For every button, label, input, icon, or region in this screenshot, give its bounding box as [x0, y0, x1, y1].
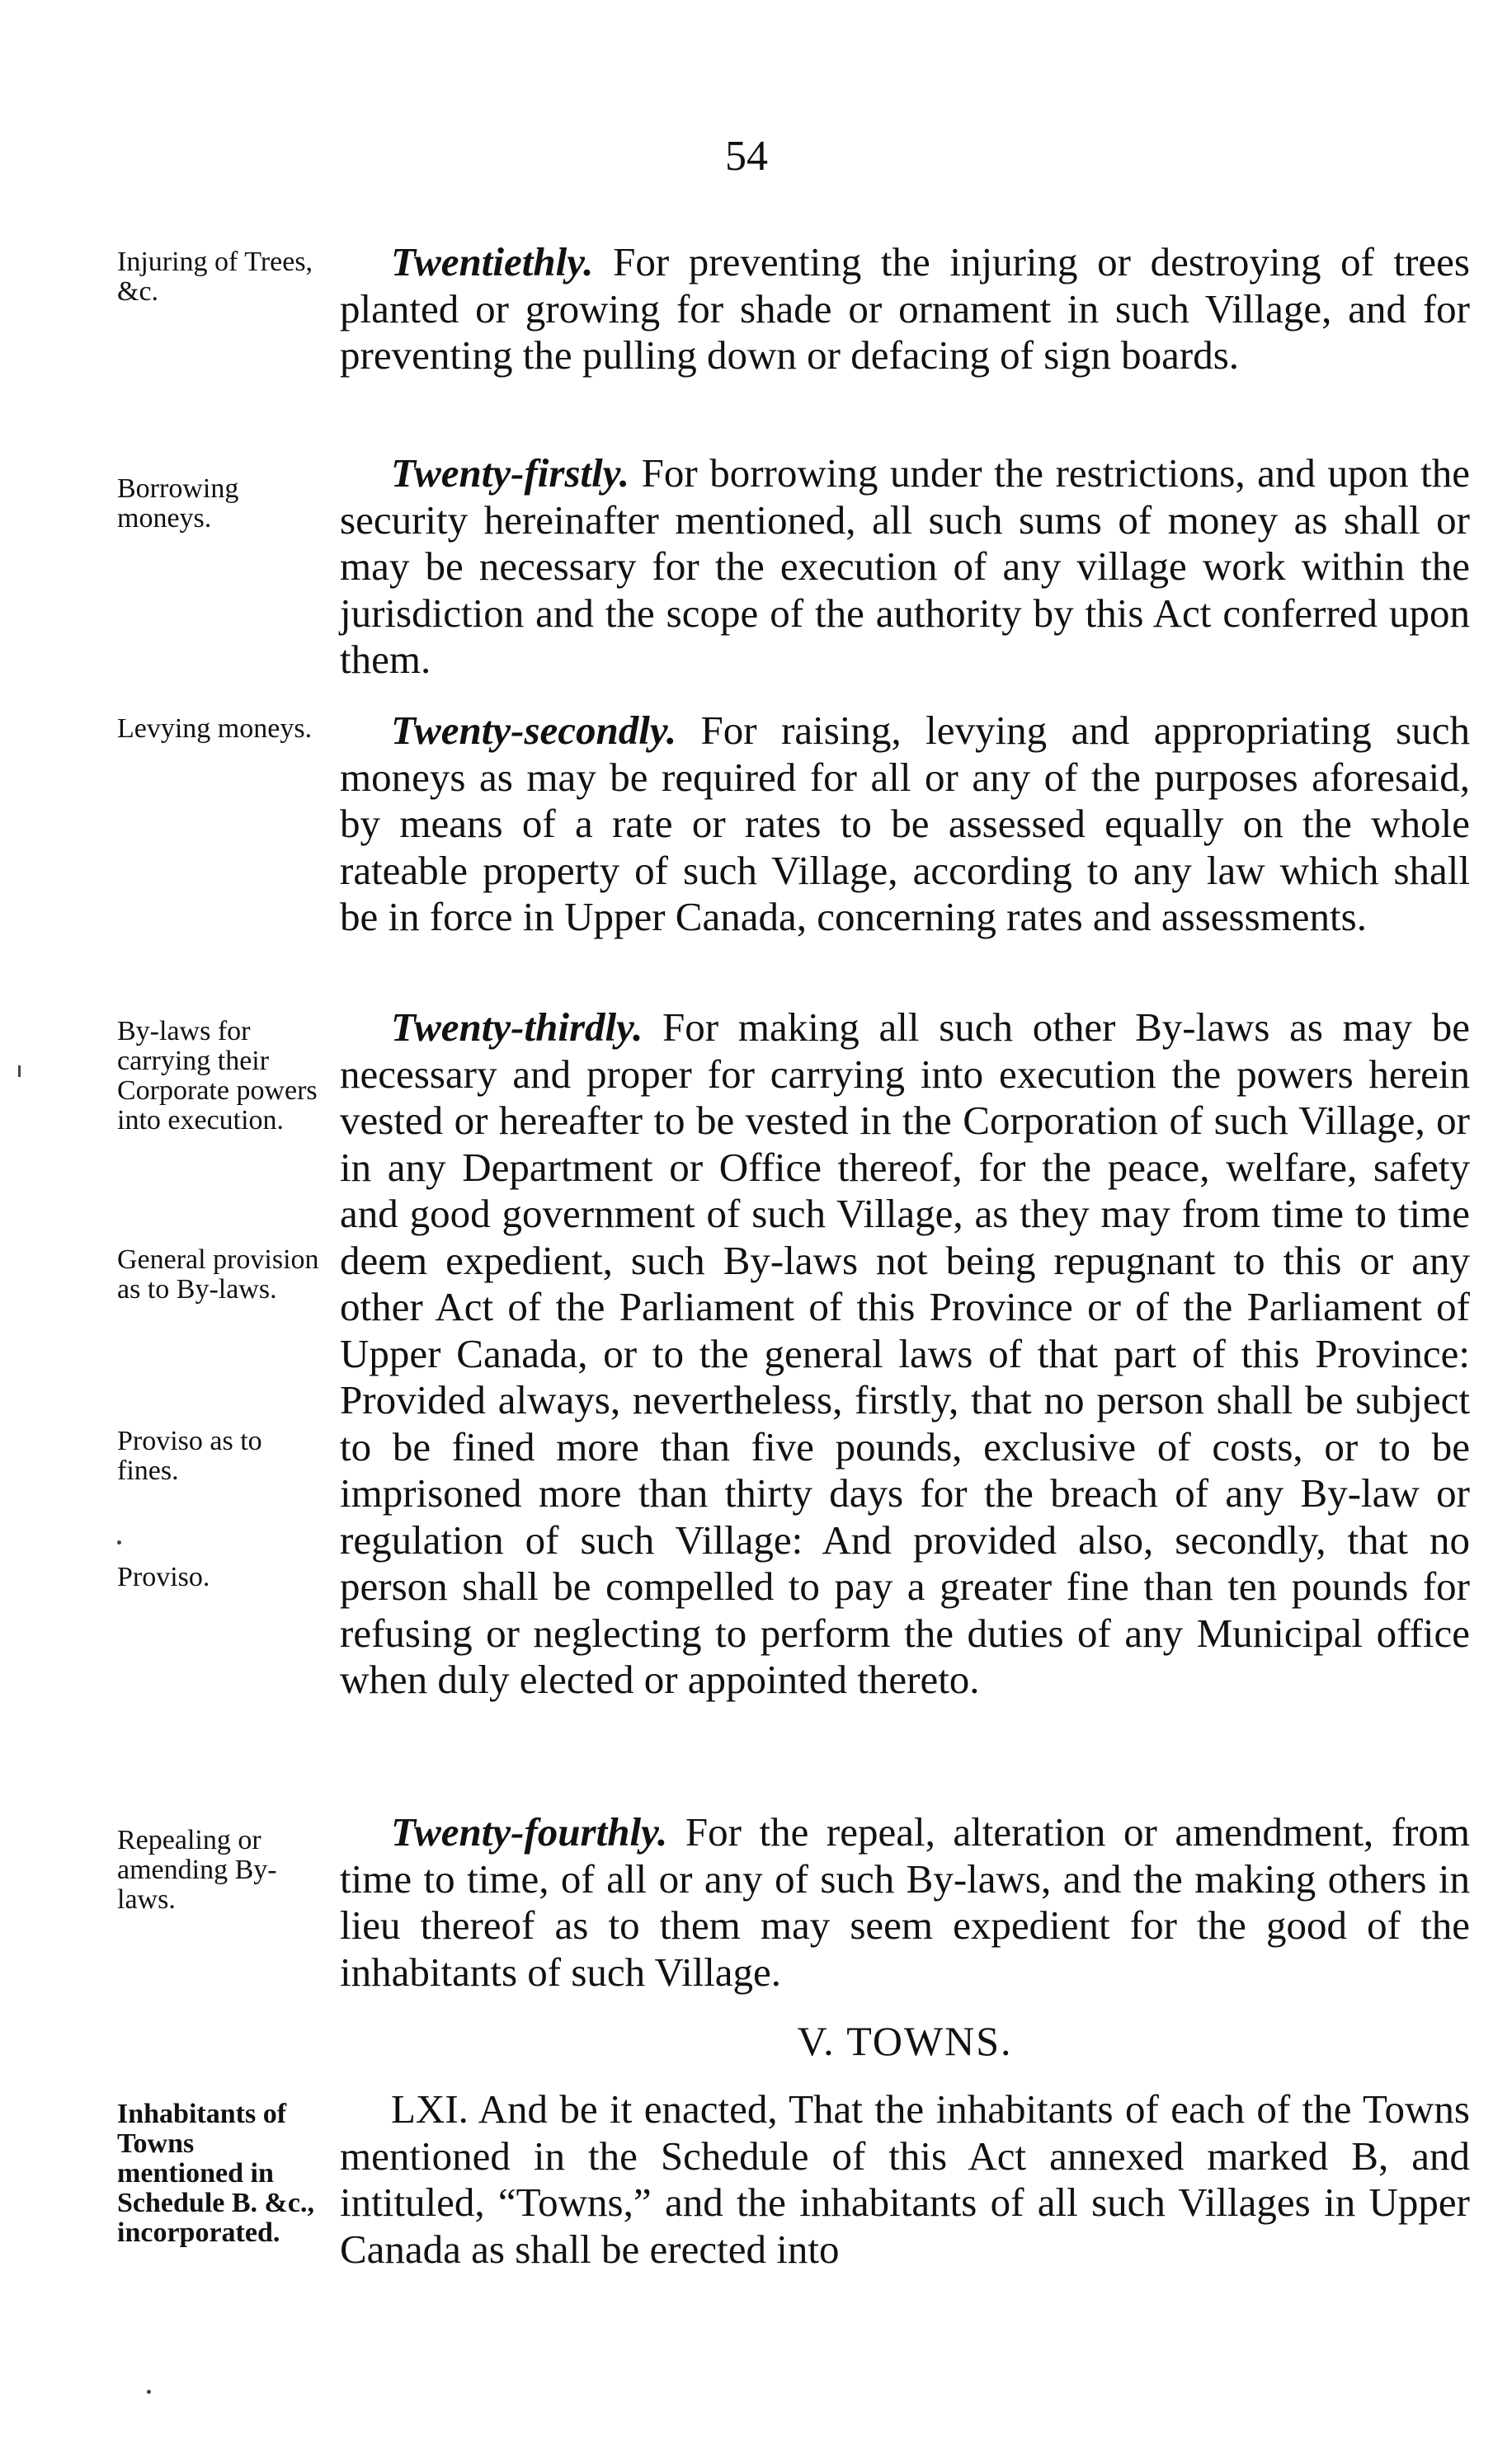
margin-note-proviso-fines: Proviso as to fines.: [117, 1426, 262, 1486]
part-heading-towns: V. TOWNS.: [797, 2018, 1013, 2064]
paragraph-text: For preventing the injuring or destroying of trees planted or growing for shade or ornament in such Village, and for preventing the pulling down or defacing of sign boards.: [340, 239, 1470, 378]
paragraph-text: For raising, levying and appropriating such moneys as may be required for all or any of the purposes aforesaid, by means of a rate or rates to be assessed equally on the whole rateable property of such Village, according to any law which shall be in force in Upper Canada, concerning rates and assessments.: [340, 708, 1470, 939]
paragraph-heading: Twenty-firstly.: [391, 450, 629, 496]
paragraph-text: For borrowing under the restrictions, and upon the security hereinafter mentioned, all such sums of money as shall or may be necessary for the execution of any village work within the jurisdiction and the scope of the authority by this Act conferred upon them.: [340, 450, 1471, 682]
paragraph-lxi: [340, 2086, 1470, 2273]
scan-speck: [18, 1065, 21, 1077]
paragraph-heading: Twenty-secondly.: [391, 708, 677, 753]
scan-speck: [117, 1540, 121, 1545]
paragraph-heading: Twenty-fourthly.: [391, 1809, 668, 1855]
paragraph-heading: LXI.: [391, 2086, 469, 2132]
paragraph-twenty-fourthly: [340, 1809, 1470, 1996]
margin-note-proviso: Proviso.: [117, 1562, 210, 1592]
margin-note-borrowing-moneys: Borrowing moneys.: [117, 473, 239, 534]
paragraph-heading: Twentiethly.: [391, 239, 594, 284]
paragraph-twenty-thirdly: [340, 1004, 1470, 1704]
margin-note-inhabitants-of-towns: Inhabitants of Towns mentioned in Schedule B. &c., incorporated.: [117, 2099, 314, 2248]
margin-note-injuring-trees: Injuring of Trees, &c.: [117, 247, 313, 307]
paragraph-text: And be it enacted, That the inhabitants of each of the Towns mentioned in the Schedule of this Act annexed marked B, and intituled, “Towns,” and the inhabitants of all such Villages in Upper Canada as shall be erected into: [340, 2086, 1470, 2272]
margin-note-levying-moneys: Levying moneys.: [117, 713, 313, 744]
margin-note-general-provision: General provision as to By-laws.: [117, 1244, 319, 1305]
margin-note-by-laws-corporate-powers: By-laws for carrying their Corporate powers into execution.: [117, 1016, 318, 1136]
paragraph-twenty-secondly: [340, 708, 1470, 941]
paragraph-text: For making all such other By-laws as may be necessary and proper for carrying into execution the powers herein vested or hereafter to be vested in the Corporation of such Village, or in any Department or Office thereof, for the peace, welfare, safety and good government of such Village, as they may from time to time deem expedient, such By-laws not being repugnant to this or any other Act of the Parliament of this Province or of the Parliament of Upper Canada, or to the general laws of that part of this Province: Provided always, nevertheless, firstly, that no person shall be subject to be fined more than five pounds, exclusive of costs, or to be imprisoned more than thirty days for the breach of any By-law or regulation of such Village: And provided also, secondly, that no person shall be compelled to pay a greater fine than ten pounds for refusing or neglecting to perform the duties of any Municipal office when duly elected or appointed thereto.: [340, 1004, 1471, 1702]
paragraph-heading: Twenty-thirdly.: [391, 1004, 643, 1050]
scan-speck: [147, 2390, 151, 2394]
paragraph-text: For the repeal, alteration or amendment, from time to time, of all or any of such By-laws, and the making others in lieu thereof as to them may seem expedient for the good of the inhabitants of such Village.: [340, 1809, 1470, 1995]
paragraph-twenty-firstly: [340, 450, 1470, 684]
page-number: 54: [725, 133, 768, 180]
paragraph-twentiethly: [340, 239, 1470, 379]
margin-note-repealing-by-laws: Repealing or amending By-laws.: [117, 1825, 277, 1915]
